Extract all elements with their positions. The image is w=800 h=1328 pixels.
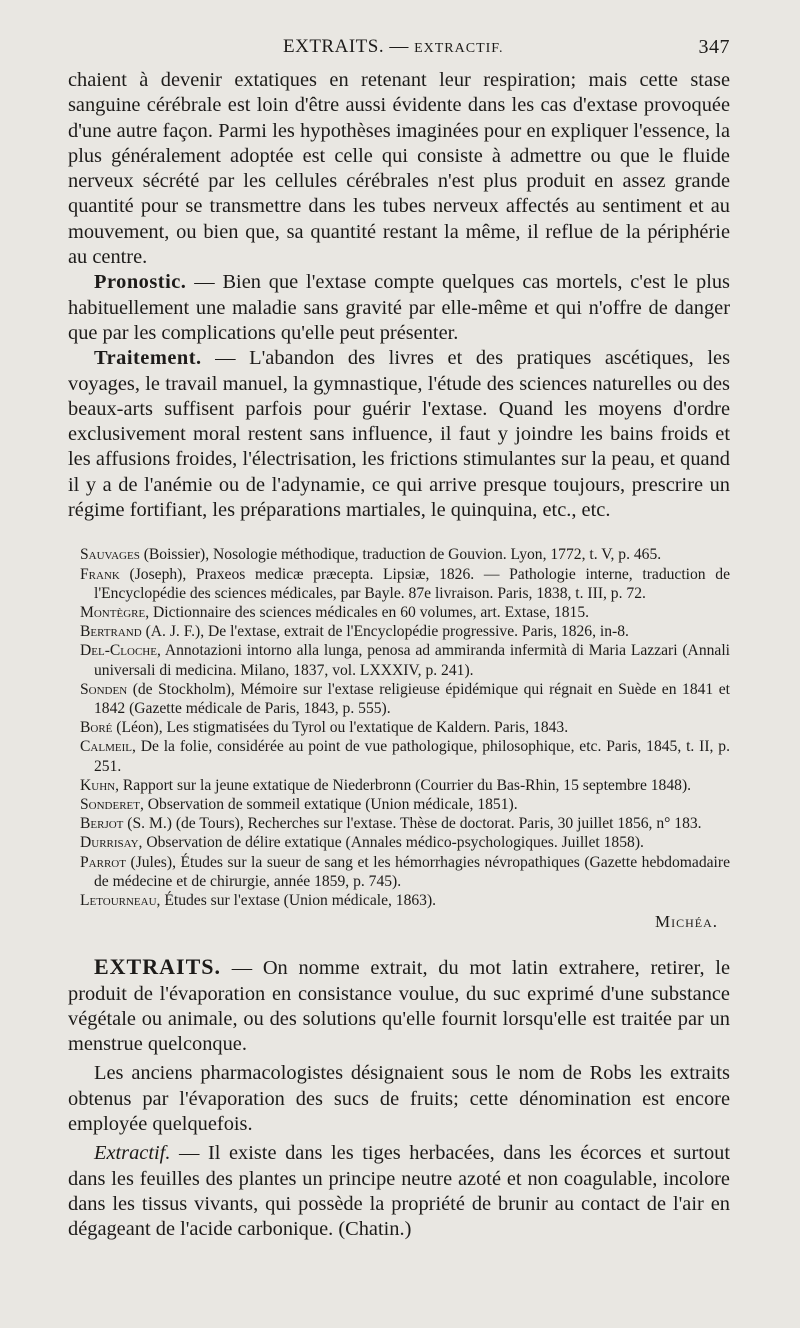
- running-head: [68, 34, 730, 68]
- reference-text: , Études sur l'extase (Union médicale, 1863).: [156, 892, 437, 909]
- reference-text: , Rapport sur la jeune extatique de Niederbronn (Courrier du Bas-Rhin, 15 septembre 1848).: [115, 776, 692, 794]
- reference-text: , Annotazioni intorno alla lunga, penosa ad ammiranda infermità di Maria Lazzari (Annali universali di medicina. Milano, 1837, vol. LXXXIV, p. 241).: [94, 642, 730, 679]
- pronostic-text: — Bien que l'extase compte quelques cas mortels, c'est le plus habituellement une maladie sans gravité par elle-même et qui n'offre de danger que par les complications qu'elle peut présenter.: [68, 271, 730, 344]
- author-signature: Michéa.: [654, 912, 718, 932]
- traitement-heading: Traitement.: [94, 347, 202, 370]
- reference-author: Calmeil: [80, 738, 132, 756]
- reference-author: Bertrand: [80, 623, 142, 641]
- reference-author: Kuhn: [80, 776, 116, 794]
- reference-item: [68, 814, 730, 833]
- reference-text: , Observation de sommeil extatique (Union médicale, 1851).: [140, 795, 518, 813]
- reference-item: [68, 737, 730, 775]
- running-title-dash: —: [389, 36, 409, 57]
- article-extraits: [68, 954, 730, 1242]
- reference-text: (de Stockholm), Mémoire sur l'extase religieuse épidémique qui régnait en Suède en 1841 et 1842 (Gazette médicale de Paris, 1843, p. 555).: [94, 680, 730, 717]
- reference-item: [68, 891, 730, 910]
- reference-item: [68, 833, 730, 852]
- traitement-text: — L'abandon des livres et des pratiques ascétiques, les voyages, le travail manuel, la gymnastique, l'étude des sciences naturelles ou des beaux-arts suffisent parfois pour guérir l'extase. Quand les moyens d'ordre exclusivement moral restent sans influence, il faut y joindre les bains froids et les affusions froides, l'électrisation, les frictions stimulantes sur la peau, et quand il y a de l'anémie ou de l'adynamie, ce qui arrive presque toujours, prescrire un régime fortifiant, les préparations martiales, le quinquina, etc., etc.: [68, 347, 730, 522]
- reference-text: , Observation de délire extatique (Annales médico-psychologiques. Juillet 1858).: [138, 834, 644, 852]
- extraits-heading: EXTRAITS.: [94, 954, 221, 980]
- reference-author: Letourneau: [80, 892, 157, 909]
- reference-text: (Léon), Les stigmatisées du Tyrol ou l'extatique de Kaldern. Paris, 1843.: [112, 719, 569, 737]
- reference-author: Sonden: [80, 680, 128, 698]
- reference-author: Berjot: [80, 815, 124, 833]
- paragraph-extraits-definition: [68, 954, 730, 1057]
- reference-item: [68, 565, 730, 603]
- reference-author: Montègre: [80, 603, 146, 621]
- reference-item: [68, 641, 730, 679]
- reference-item: [68, 545, 730, 564]
- running-title-main: EXTRAITS.: [283, 36, 385, 57]
- reference-item: [68, 603, 730, 622]
- reference-text: (Joseph), Praxeos medicæ præcepta. Lipsiæ, 1826. — Pathologie interne, traduction de l'Encyclopédie des sciences médicales, par Bayle. 87e livraison. Paris, 1838, t. III, p. 72.: [94, 565, 730, 602]
- reference-author: Durrisay: [80, 834, 139, 852]
- bibliography: [68, 545, 730, 910]
- reference-author: Frank: [80, 565, 120, 583]
- reference-item: [68, 776, 730, 795]
- paragraph-robs: Les anciens pharmacologistes désignaient sous le nom de Robs les extraits obtenus par l'évaporation des sucs de fruits; cette dénomination est encore employée quelquefois.: [68, 1062, 730, 1135]
- reference-item: [68, 853, 730, 891]
- running-title: [283, 36, 503, 58]
- reference-author: Sauvages: [80, 546, 140, 564]
- paragraph-pronostic: [68, 270, 730, 346]
- extractif-text: — Il existe dans les tiges herbacées, dans les écorces et surtout dans les feuilles des plantes un principe neutre azoté et non coagulable, incolore dans les tissus vivants, qui possède la propriété de brunir au contact de l'air en dégageant de l'acide carbonique. (Chatin.): [68, 1142, 730, 1241]
- reference-author: Boré: [80, 719, 113, 737]
- paragraph-extractif: [68, 1141, 730, 1242]
- extractif-heading: Extractif.: [94, 1142, 171, 1165]
- running-title-sub: EXTRACTIF.: [414, 41, 504, 56]
- reference-item: [68, 680, 730, 718]
- paragraph-traitement: [68, 346, 730, 523]
- reference-author: Parrot: [80, 853, 126, 871]
- reference-item: [68, 622, 730, 641]
- reference-text: (S. M.) (de Tours), Recherches sur l'extase. Thèse de doctorat. Paris, 30 juillet 1856, n° 183.: [123, 815, 702, 833]
- reference-item: [68, 795, 730, 814]
- reference-item: [68, 718, 730, 737]
- reference-text: , De la folie, considérée au point de vue pathologique, philosophique, etc. Paris, 1845, t. II, p. 251.: [94, 738, 730, 775]
- reference-author: Del-Cloche: [80, 642, 157, 660]
- reference-text: (A. J. F.), De l'extase, extrait de l'Encyclopédie progressive. Paris, 1826, in-8.: [141, 623, 629, 641]
- reference-text: (Jules), Études sur la sueur de sang et les hémorrhagies névropathiques (Gazette hebdomadaire de médecine et de chirurgie, année 1859, p. 745).: [94, 853, 730, 890]
- reference-text: (Boissier), Nosologie méthodique, traduction de Gouvion. Lyon, 1772, t. V, p. 465.: [139, 546, 662, 564]
- paragraph-extase-hypotheses: chaient à devenir extatiques en retenant leur respiration; mais cette stase sanguine cérébrale est loin d'être aussi évidente dans les cas d'extase provoquée d'une autre façon. Parmi les hypothèses imaginées pour en expliquer l'essence, la plus généralement adoptée est celle qui consiste à admettre ou que le fluide nerveux sécrété par les cellules cérébrales n'est plus produit en assez grande quantité pour se transmettre dans les tubes nerveux affectés au sentiment et au mouvement, ou bien que, sa quantité restant la même, il reflue de la périphérie au centre.: [68, 69, 730, 269]
- page-number: 347: [698, 36, 730, 58]
- pronostic-heading: Pronostic.: [94, 271, 187, 294]
- extraits-definition-text: — On nomme extrait, du mot latin extrahere, retirer, le produit de l'évaporation en consistance voulue, du suc exprimé d'une substance végétale ou animale, ou des solutions qu'elle fournit lorsqu'elle est traitée par un menstrue quelconque.: [68, 957, 730, 1056]
- reference-author: Sonderet: [80, 795, 140, 813]
- reference-text: , Dictionnaire des sciences médicales en 60 volumes, art. Extase, 1815.: [145, 603, 590, 621]
